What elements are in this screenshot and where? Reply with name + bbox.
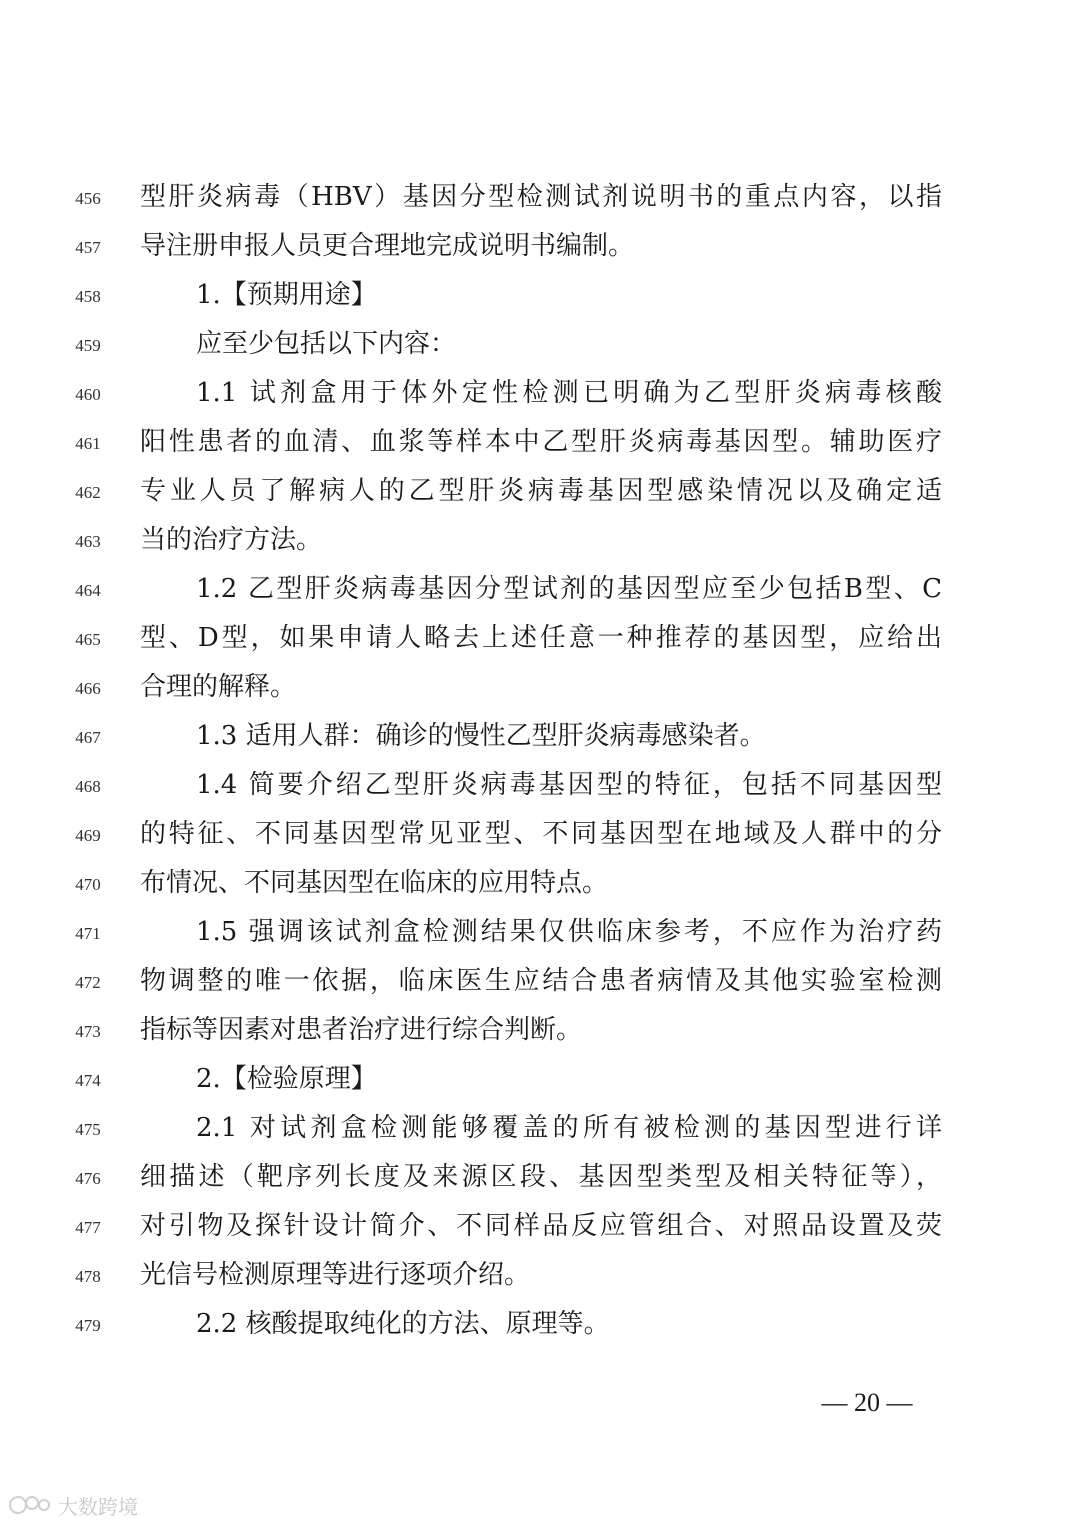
line-text: 应至少包括以下内容：: [196, 329, 457, 359]
document-line: [0, 1110, 1080, 1159]
line-number: 471: [75, 924, 101, 943]
line-number: 464: [75, 581, 101, 600]
watermark-text: 大数跨境: [58, 1494, 138, 1519]
line-number: 459: [75, 336, 101, 355]
line-text: 2.2 核酸提取纯化的方法、原理等。: [196, 1309, 610, 1339]
line-number: 470: [75, 875, 101, 894]
line-number: 472: [75, 973, 101, 992]
line-number: 467: [75, 728, 101, 747]
line-text: 1.5 强调该试剂盒检测结果仅供临床参考，不应作为治疗药: [196, 917, 942, 947]
line-text: 细描述（靶序列长度及来源区段、基因型类型及相关特征等），: [140, 1162, 942, 1192]
document-line: [0, 375, 1080, 424]
line-text: 1.2 乙型肝炎病毒基因分型试剂的基因型应至少包括B型、C: [196, 574, 942, 604]
line-text: 当的治疗方法。: [140, 525, 323, 555]
document-line: [0, 228, 1080, 277]
line-text: 专业人员了解病人的乙型肝炎病毒基因型感染情况以及确定适: [140, 476, 942, 506]
watermark: [8, 1490, 138, 1520]
line-text: 物调整的唯一依据，临床医生应结合患者病情及其他实验室检测: [140, 966, 942, 996]
line-text: 的特征、不同基因型常见亚型、不同基因型在地域及人群中的分: [140, 819, 942, 849]
document-line: [0, 865, 1080, 914]
document-line: [0, 1061, 1080, 1110]
document-line: [0, 669, 1080, 718]
line-text: 布情况、不同基因型在临床的应用特点。: [140, 868, 609, 898]
line-number: 475: [75, 1120, 101, 1139]
line-text: 合理的解释。: [140, 672, 297, 702]
document-line: [0, 473, 1080, 522]
document-line: [0, 326, 1080, 375]
line-text: 光信号检测原理等进行逐项介绍。: [140, 1260, 531, 1290]
line-text: 2.1 对试剂盒检测能够覆盖的所有被检测的基因型进行详: [196, 1113, 942, 1143]
line-number: 460: [75, 385, 101, 404]
line-number: 474: [75, 1071, 101, 1090]
line-text: 1.4 简要介绍乙型肝炎病毒基因型的特征，包括不同基因型: [196, 770, 942, 800]
line-number: 463: [75, 532, 101, 551]
document-line: [0, 1159, 1080, 1208]
document-line: [0, 571, 1080, 620]
line-number: 461: [75, 434, 101, 453]
line-text: 1.3 适用人群：确诊的慢性乙型肝炎病毒感染者。: [196, 721, 766, 751]
line-text: 型肝炎病毒（HBV）基因分型检测试剂说明书的重点内容，以指: [140, 182, 942, 212]
document-line: [0, 1208, 1080, 1257]
line-number: 458: [75, 287, 101, 306]
line-text: 型、D型，如果申请人略去上述任意一种推荐的基因型，应给出: [140, 623, 942, 653]
line-number: 468: [75, 777, 101, 796]
line-number: 457: [75, 238, 101, 257]
line-number: 456: [75, 189, 101, 208]
line-number: 462: [75, 483, 101, 502]
line-number: 476: [75, 1169, 101, 1188]
document-line: [0, 424, 1080, 473]
document-line: [0, 767, 1080, 816]
line-text: 1.1 试剂盒用于体外定性检测已明确为乙型肝炎病毒核酸: [196, 378, 942, 408]
document-line: [0, 718, 1080, 767]
document-line: [0, 914, 1080, 963]
line-number: 478: [75, 1267, 101, 1286]
document-line: [0, 179, 1080, 228]
document-line: [0, 963, 1080, 1012]
line-text: 1.【预期用途】: [196, 280, 377, 310]
line-number: 465: [75, 630, 101, 649]
line-text: 对引物及探针设计简介、不同样品反应管组合、对照品设置及荧: [140, 1211, 942, 1241]
document-line: [0, 816, 1080, 865]
page-number: — 20 —: [821, 1388, 913, 1417]
document-line: [0, 1306, 1080, 1355]
document-line: [0, 620, 1080, 669]
line-text: 导注册申报人员更合理地完成说明书编制。: [140, 231, 635, 261]
line-text: 2.【检验原理】: [196, 1064, 377, 1094]
document-line: [0, 1257, 1080, 1306]
line-text: 阳性患者的血清、血浆等样本中乙型肝炎病毒基因型。辅助医疗: [140, 427, 942, 457]
line-number: 473: [75, 1022, 101, 1041]
watermark-logo-icon: [8, 1493, 52, 1517]
line-number: 469: [75, 826, 101, 845]
line-number: 479: [75, 1316, 101, 1335]
line-number: 477: [75, 1218, 101, 1237]
line-text: 指标等因素对患者治疗进行综合判断。: [140, 1015, 583, 1045]
document-line: [0, 522, 1080, 571]
document-line: [0, 1012, 1080, 1061]
document-line: [0, 277, 1080, 326]
line-number: 466: [75, 679, 101, 698]
